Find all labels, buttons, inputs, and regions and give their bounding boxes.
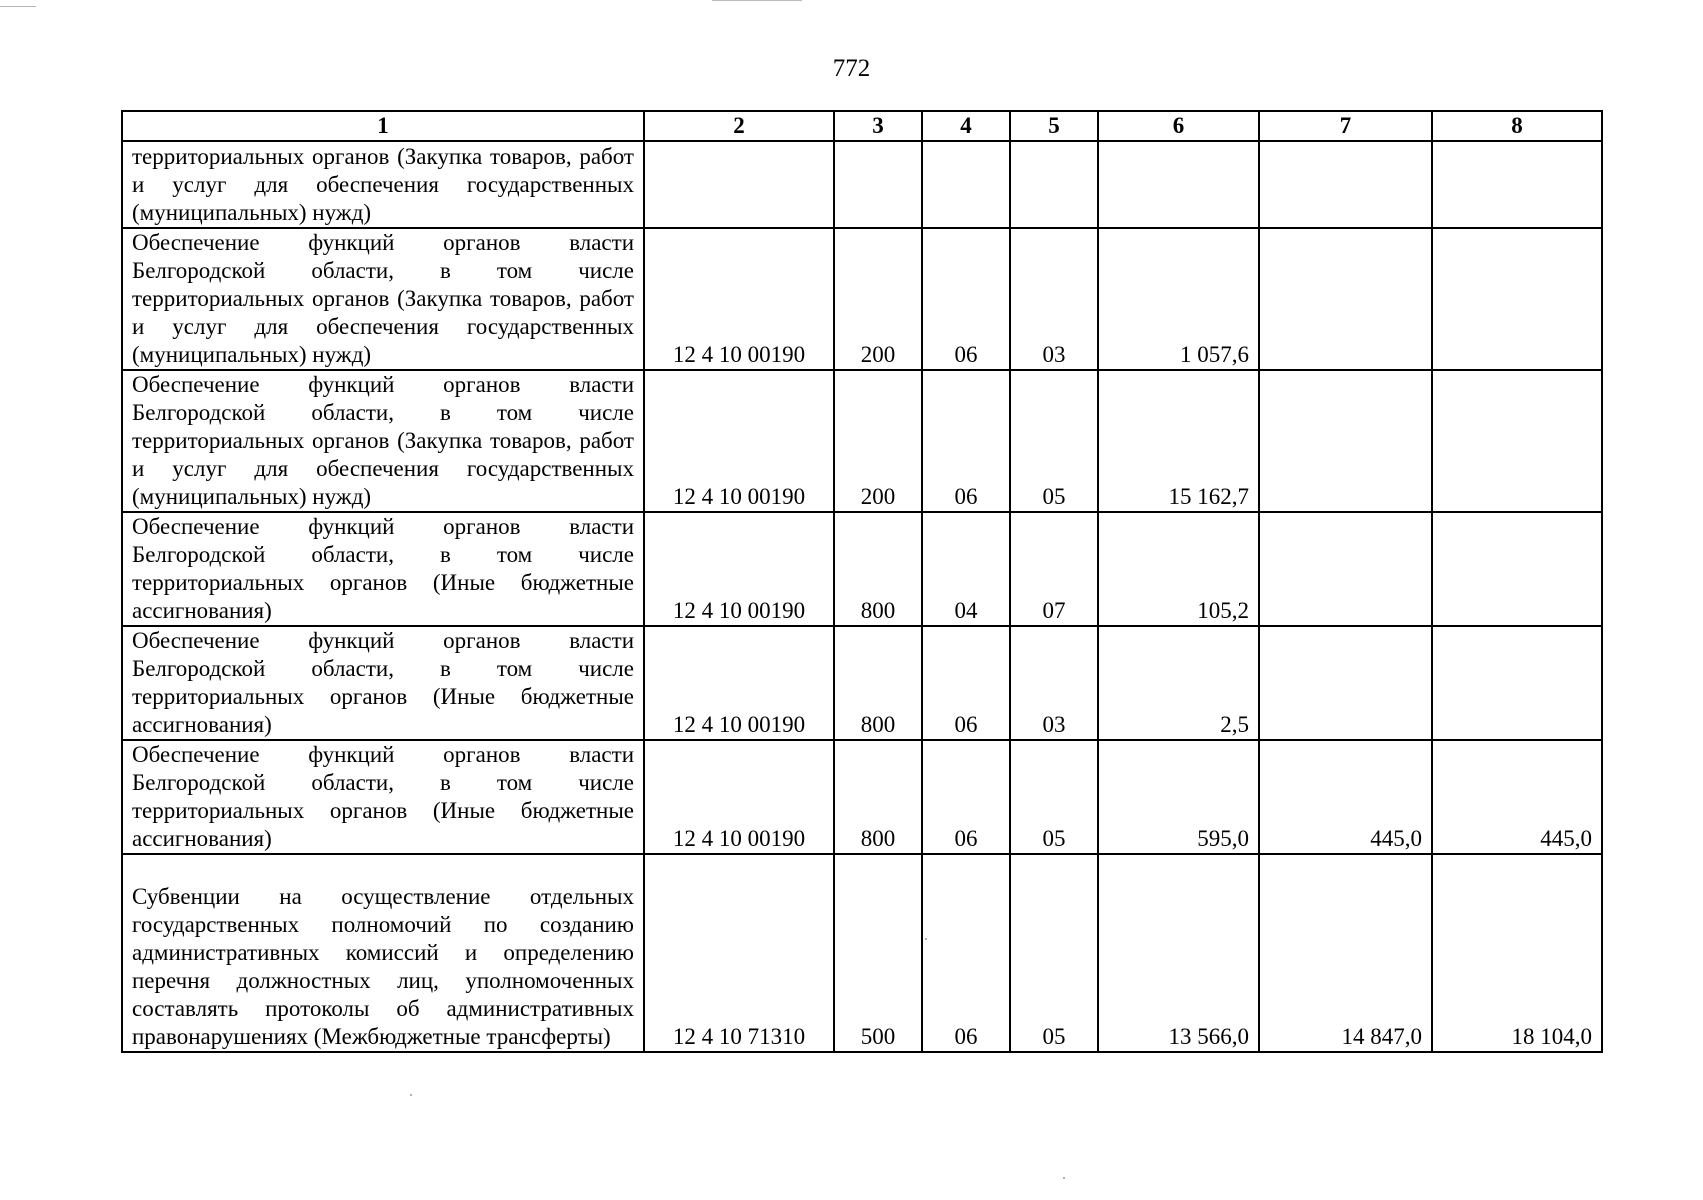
row-col-4: 06 [922,626,1010,740]
row-col-5: 05 [1010,370,1098,512]
scan-edge-mark [0,6,36,7]
row-description: Субвенции на осуществление отдельных государственных полномочий по созданию административных комиссий и определению перечня должностных лиц, уполномоченных составлять протоколы об административных правонарушениях (Межбюджетные трансферты) [122,854,644,1052]
table-row [122,228,1602,370]
row-col-8 [1432,141,1602,228]
column-header: 6 [1098,111,1259,141]
row-description: Обеспечение функций органов власти Белгородской области, в том числе территориальных органов (Иные бюджетные ассигнования) [122,740,644,854]
row-col-7 [1259,228,1432,370]
row-col-6: 105,2 [1098,512,1259,626]
row-col-7: 445,0 [1259,740,1432,854]
column-header: 7 [1259,111,1432,141]
row-col-6: 1 057,6 [1098,228,1259,370]
row-col-4: 06 [922,370,1010,512]
row-col-5: 07 [1010,512,1098,626]
budget-table [121,110,1603,1053]
table-row [122,141,1602,228]
column-header: 1 [122,111,644,141]
row-description: Обеспечение функций органов власти Белгородской области, в том числе территориальных органов (Иные бюджетные ассигнования) [122,626,644,740]
row-code: 12 4 10 00190 [644,228,834,370]
column-header: 5 [1010,111,1098,141]
table-row [122,370,1602,512]
row-description: Обеспечение функций органов власти Белгородской области, в том числе территориальных органов (Иные бюджетные ассигнования) [122,512,644,626]
row-col-5: 03 [1010,626,1098,740]
row-col-8 [1432,228,1602,370]
row-code: 12 4 10 00190 [644,370,834,512]
row-col-4: 06 [922,740,1010,854]
scan-speck [1063,1177,1065,1179]
row-code [644,141,834,228]
row-col-7 [1259,626,1432,740]
scan-edge-mark [712,0,802,1]
row-description: территориальных органов (Закупка товаров, работ и услуг для обеспечения государственных (муниципальных) нужд) [122,141,644,228]
row-col-7 [1259,512,1432,626]
table-row [122,740,1602,854]
table-row [122,626,1602,740]
row-col-8 [1432,626,1602,740]
row-col-8: 18 104,0 [1432,854,1602,1052]
row-col-7: 14 847,0 [1259,854,1432,1052]
row-description: Обеспечение функций органов власти Белгородской области, в том числе территориальных органов (Закупка товаров, работ и услуг для обеспечения государственных (муниципальных) нужд) [122,370,644,512]
column-header: 3 [834,111,922,141]
row-col-3: 800 [834,740,922,854]
table-row [122,512,1602,626]
table-row [122,854,1602,1052]
scan-speck [410,1094,412,1096]
row-col-3 [834,141,922,228]
row-col-3: 500 [834,854,922,1052]
table-header-row [122,111,1602,141]
row-col-6 [1098,141,1259,228]
row-col-7 [1259,141,1432,228]
row-col-3: 200 [834,370,922,512]
row-col-8 [1432,370,1602,512]
row-code: 12 4 10 71310 [644,854,834,1052]
scan-speck [925,938,927,940]
column-header: 4 [922,111,1010,141]
row-col-6: 15 162,7 [1098,370,1259,512]
row-col-4: 04 [922,512,1010,626]
row-col-5 [1010,141,1098,228]
row-col-8 [1432,512,1602,626]
row-code: 12 4 10 00190 [644,512,834,626]
row-code: 12 4 10 00190 [644,740,834,854]
row-col-4: 06 [922,228,1010,370]
row-description: Обеспечение функций органов власти Белгородской области, в том числе территориальных органов (Закупка товаров, работ и услуг для обеспечения государственных (муниципальных) нужд) [122,228,644,370]
row-col-3: 800 [834,626,922,740]
row-col-5: 05 [1010,854,1098,1052]
row-col-4: 06 [922,854,1010,1052]
row-col-3: 200 [834,228,922,370]
row-col-5: 05 [1010,740,1098,854]
row-col-8: 445,0 [1432,740,1602,854]
column-header: 2 [644,111,834,141]
page-number: 772 [832,55,871,82]
column-header: 8 [1432,111,1602,141]
row-col-6: 2,5 [1098,626,1259,740]
row-col-4 [922,141,1010,228]
row-col-5: 03 [1010,228,1098,370]
row-col-7 [1259,370,1432,512]
row-col-3: 800 [834,512,922,626]
row-col-6: 13 566,0 [1098,854,1259,1052]
row-code: 12 4 10 00190 [644,626,834,740]
row-col-6: 595,0 [1098,740,1259,854]
